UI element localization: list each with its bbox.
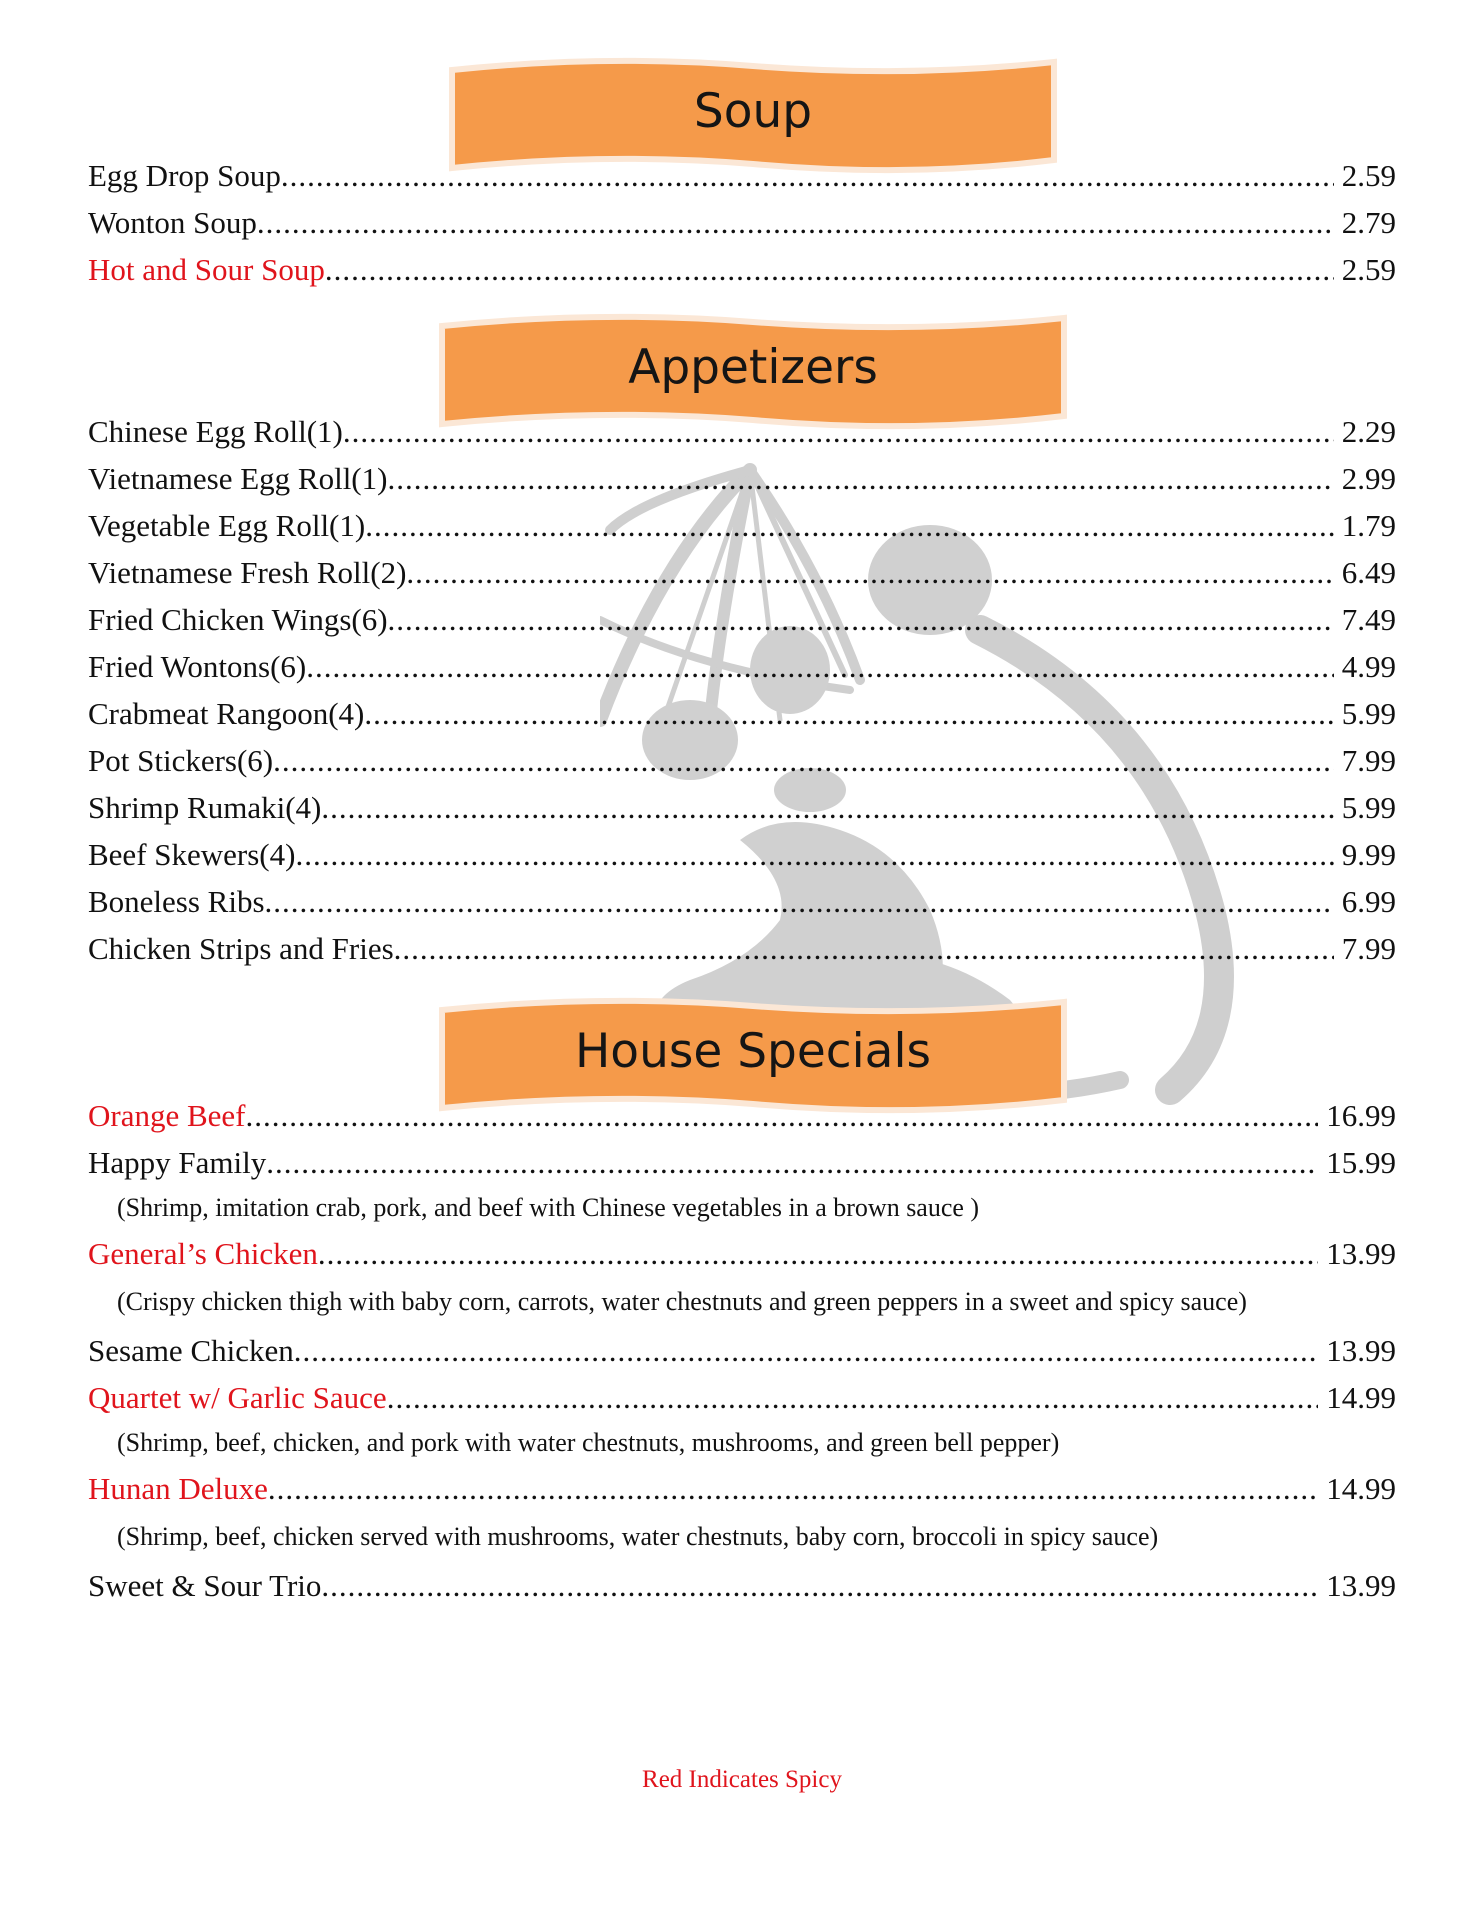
menu-item — [88, 152, 1396, 199]
dot-leader — [365, 502, 1334, 549]
dot-leader — [273, 737, 1334, 784]
item-price: 2.29 — [1341, 414, 1396, 449]
dot-leader — [266, 1139, 1318, 1186]
menu-item — [88, 502, 1396, 549]
menu-item — [88, 925, 1396, 972]
item-description: (Shrimp, imitation crab, pork, and beef with Chinese vegetables in a brown sauce ) — [117, 1193, 980, 1222]
menu-item — [88, 1230, 1396, 1277]
menu-item — [88, 1562, 1396, 1609]
menu-item — [88, 246, 1396, 293]
menu-item — [88, 1092, 1396, 1139]
menu-item — [88, 1465, 1396, 1512]
item-name: Orange Beef — [88, 1098, 246, 1133]
appetizers-title: Appetizers — [628, 340, 878, 395]
appetizers-list — [88, 408, 1396, 972]
item-price: 6.99 — [1341, 884, 1396, 919]
item-price: 13.99 — [1326, 1333, 1396, 1368]
item-name: Chinese Egg Roll(1) — [88, 414, 343, 449]
item-price: 1.79 — [1341, 508, 1396, 543]
dot-leader — [321, 1562, 1318, 1609]
dot-leader — [387, 455, 1333, 502]
dot-leader — [306, 643, 1334, 690]
soup-list — [88, 152, 1396, 293]
item-price: 13.99 — [1326, 1568, 1396, 1603]
item-price: 4.99 — [1341, 649, 1396, 684]
item-price: 16.99 — [1326, 1098, 1396, 1133]
dot-leader — [294, 1327, 1318, 1374]
item-name: Sweet & Sour Trio — [88, 1568, 322, 1603]
item-price: 7.99 — [1341, 743, 1396, 778]
menu-item — [88, 1327, 1396, 1374]
dot-leader — [321, 784, 1333, 831]
spicy-legend-note: Red Indicates Spicy — [642, 1766, 842, 1793]
dot-leader — [325, 246, 1334, 293]
item-name: Fried Chicken Wings(6) — [88, 602, 388, 637]
menu-item — [88, 737, 1396, 784]
item-name: General’s Chicken — [88, 1236, 318, 1271]
item-price: 13.99 — [1326, 1236, 1396, 1271]
item-price: 6.49 — [1341, 555, 1396, 590]
item-description: (Shrimp, beef, chicken, and pork with water chestnuts, mushrooms, and green bell pepper) — [117, 1428, 1060, 1457]
dot-leader — [295, 831, 1333, 878]
item-price: 2.59 — [1341, 158, 1396, 193]
item-name: Vietnamese Egg Roll(1) — [88, 461, 388, 496]
menu-item — [88, 408, 1396, 455]
item-name: Happy Family — [88, 1145, 267, 1180]
item-price: 5.99 — [1341, 696, 1396, 731]
dot-leader — [387, 1374, 1319, 1421]
item-price: 5.99 — [1341, 790, 1396, 825]
dot-leader — [388, 596, 1334, 643]
item-price: 7.99 — [1341, 931, 1396, 966]
menu-item — [88, 1374, 1396, 1421]
menu-item — [88, 690, 1396, 737]
menu-item — [88, 549, 1396, 596]
dot-leader — [318, 1230, 1318, 1277]
soup-title: Soup — [693, 84, 813, 139]
item-name: Sesame Chicken — [88, 1333, 294, 1368]
dot-leader — [343, 408, 1334, 455]
item-price: 14.99 — [1326, 1380, 1396, 1415]
item-name: Boneless Ribs — [88, 884, 265, 919]
item-price: 9.99 — [1341, 837, 1396, 872]
menu-item — [88, 643, 1396, 690]
item-name: Vietnamese Fresh Roll(2) — [88, 555, 407, 590]
item-name: Crabmeat Rangoon(4) — [88, 696, 365, 731]
item-name: Hot and Sour Soup — [88, 252, 325, 287]
item-name: Quartet w/ Garlic Sauce — [88, 1380, 387, 1415]
item-price: 14.99 — [1326, 1471, 1396, 1506]
item-name: Chicken Strips and Fries — [88, 931, 394, 966]
menu-item — [88, 831, 1396, 878]
house-specials-list — [88, 1092, 1396, 1609]
item-price: 2.59 — [1341, 252, 1396, 287]
item-name: Pot Stickers(6) — [88, 743, 274, 778]
item-price: 2.99 — [1341, 461, 1396, 496]
dot-leader — [268, 1465, 1318, 1512]
dot-leader — [406, 549, 1333, 596]
menu-item — [88, 199, 1396, 246]
item-name: Vegetable Egg Roll(1) — [88, 508, 366, 543]
house-specials-title: House Specials — [574, 1024, 932, 1079]
dot-leader — [265, 878, 1334, 925]
item-description: (Shrimp, beef, chicken served with mushrooms, water chestnuts, baby corn, broccoli in spicy sauce) — [117, 1522, 1159, 1551]
dot-leader — [394, 925, 1334, 972]
dot-leader — [364, 690, 1333, 737]
item-price: 2.79 — [1341, 205, 1396, 240]
dot-leader — [257, 199, 1334, 246]
item-name: Wonton Soup — [88, 205, 257, 240]
item-name: Fried Wontons(6) — [88, 649, 307, 684]
item-price: 7.49 — [1341, 602, 1396, 637]
item-price: 15.99 — [1326, 1145, 1396, 1180]
dot-leader — [246, 1092, 1319, 1139]
item-name: Egg Drop Soup — [88, 158, 281, 193]
menu-item — [88, 784, 1396, 831]
dot-leader — [281, 152, 1334, 199]
menu-item — [88, 878, 1396, 925]
item-name: Beef Skewers(4) — [88, 837, 296, 872]
menu-item — [88, 596, 1396, 643]
item-name: Hunan Deluxe — [88, 1471, 268, 1506]
item-description: (Crispy chicken thigh with baby corn, carrots, water chestnuts and green peppers in a sweet and spicy sauce) — [117, 1287, 1247, 1316]
menu-item — [88, 1139, 1396, 1186]
menu-item — [88, 455, 1396, 502]
item-name: Shrimp Rumaki(4) — [88, 790, 322, 825]
